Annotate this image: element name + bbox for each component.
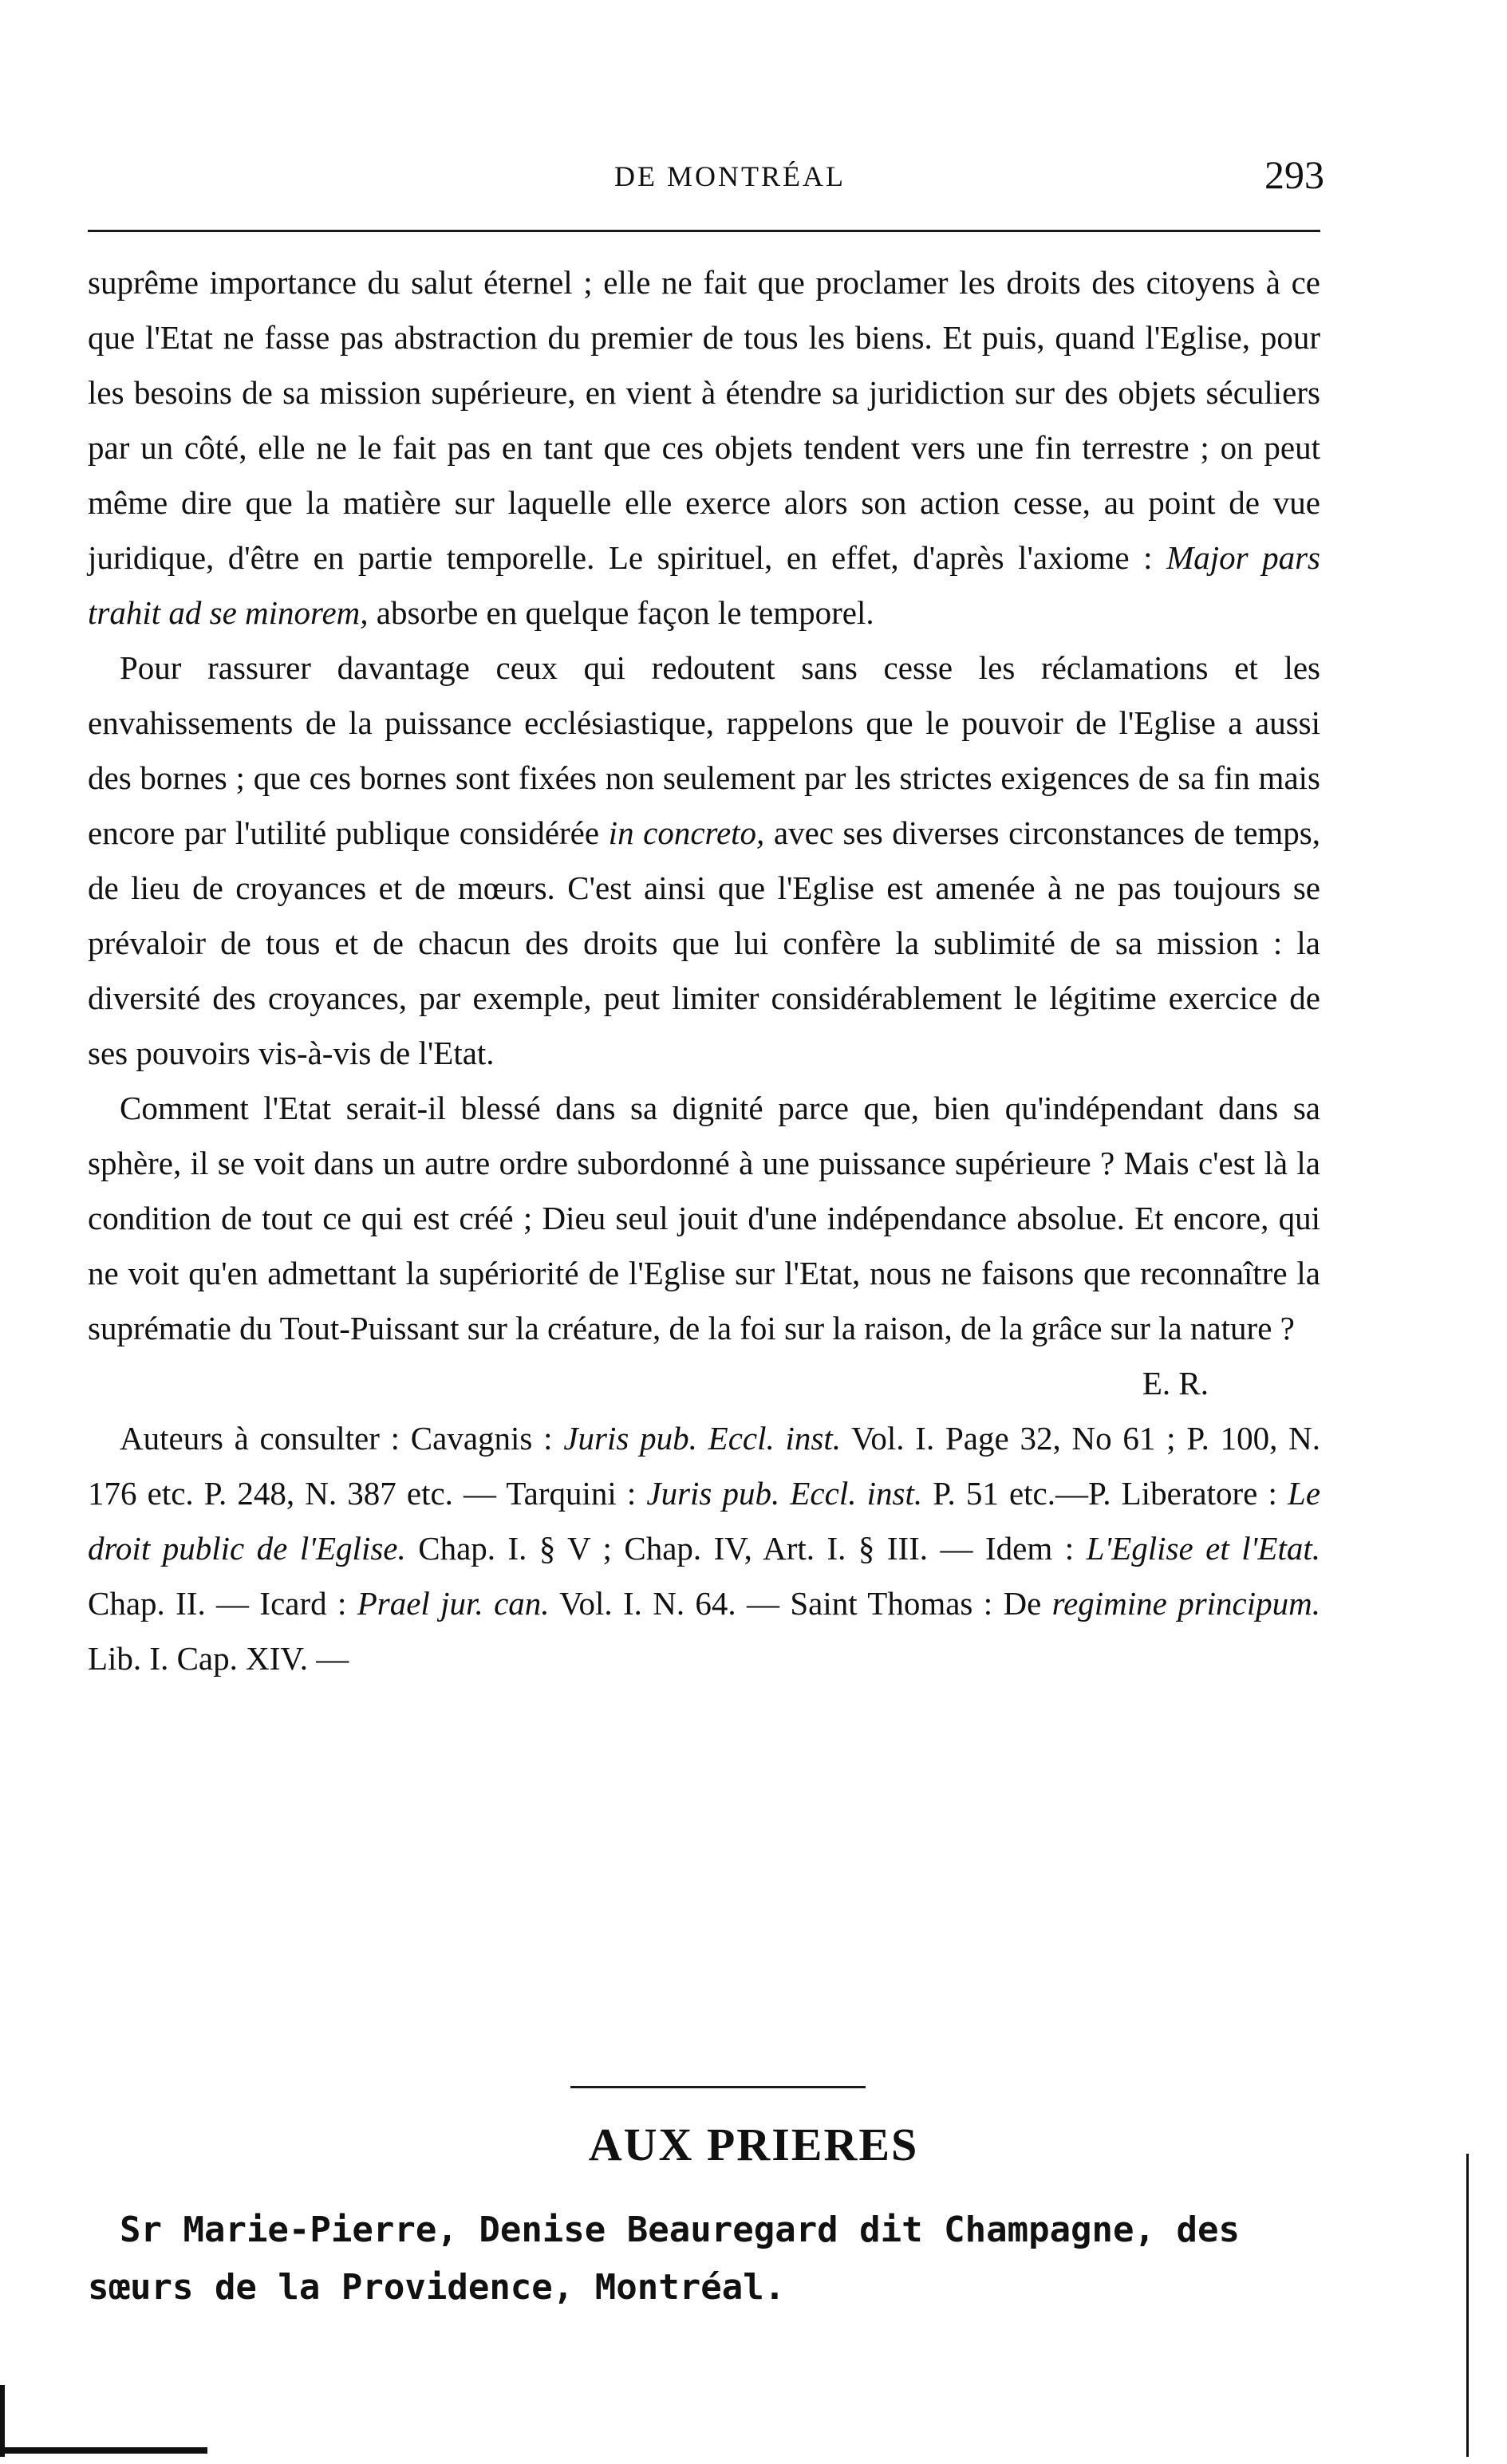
ref-2-title: Juris pub. Eccl. inst. (646, 1475, 923, 1512)
ref-1: Auteurs à consulter : Cavagnis : (120, 1420, 553, 1457)
ref-5-title: Prael jur. can. (357, 1585, 550, 1622)
body-text (88, 255, 1320, 1686)
paragraph-2-end: avec ses diverses circonstances de temps, de lieu de croyances et de mœurs. C'est ainsi que l'Eglise est amenée à ne pas toujours se prévaloir de tous et de chacun des droits que lui confère la sublimité de sa mission : la diversité des croyances, par exemple, peut limiter considérablement le légitime exercice de ses pouvoirs vis-à-vis de l'Etat. (88, 814, 1321, 1071)
ref-5: Chap. II. — Icard : (88, 1585, 347, 1622)
section-divider (570, 2086, 866, 2088)
ref-6: Vol. I. N. 64. — Saint Thomas : De (559, 1585, 1042, 1622)
ref-1-title: Juris pub. Eccl. inst. (563, 1420, 841, 1457)
prayer-notice (88, 2202, 1320, 2316)
ref-4: Chap. I. § V ; Chap. IV, Art. I. § III. — Idem : (418, 1530, 1075, 1567)
latin-in-concreto: in concreto, (608, 814, 765, 851)
ref-6-title: regimine principum. (1051, 1585, 1321, 1622)
ref-3: P. 51 etc.—P. Liberatore : (933, 1475, 1277, 1512)
paragraph-3: Comment l'Etat serait-il blessé dans sa dignité parce que, bien qu'indépendant dans sa sphère, il se voit dans un autre ordre subordonné à une puissance supérieure ? Mais c'est là la condition de tout ce qui est créé ; Dieu seul jouit d'une indépendance absolue. Et encore, qui ne voit qu'en admettant la supériorité de l'Eglise sur l'Etat, nous ne faisons que reconnaître la suprématie du Tout-Puissant sur la créature, de la foi sur la raison, de la grâce sur la nature ? (88, 1090, 1320, 1346)
running-title: DE MONTRÉAL (614, 160, 846, 192)
header-rule (88, 230, 1320, 232)
page-number: 293 (1264, 152, 1324, 197)
scan-edge-mark (1466, 2154, 1469, 2457)
section-title: AUX PRIERES (588, 2119, 919, 2170)
prayer-notice-text: Sr Marie-Pierre, Denise Beauregard dit Champagne, des sœurs de la Providence, Montréal. (88, 2210, 1240, 2308)
ref-2: Vol. I. Page 32, No 61 ; P. 100, N. 176 etc. P. 248, N. 387 etc. — Tarquini : (88, 1420, 1320, 1512)
ref-4-title: L'Eglise et l'Etat. (1086, 1530, 1320, 1567)
paragraph-1 (88, 255, 1320, 641)
paragraph-1-end: absorbe en quelque façon le temporel. (376, 594, 874, 631)
references (88, 1411, 1320, 1686)
paragraph-2-text: Pour rassurer davantage ceux qui redoutent sans cesse les réclamations et les envahissements de la puissance ecclésiastique, rappelons que le pouvoir de l'Eglise a aussi des bornes ; que ces bornes sont fixées non seulement par les strictes exigences de sa fin mais encore par l'utilité publique considérée (88, 649, 1320, 851)
ref-7: Lib. I. Cap. XIV. — (88, 1640, 349, 1677)
paragraph-2 (88, 641, 1320, 1081)
latin-axiom: Major pars trahit ad se minorem, (88, 539, 1321, 631)
scan-edge-mark (0, 2385, 5, 2457)
page-header (88, 152, 1324, 215)
ref-3-title: Le droit public de l'Eglise. (88, 1475, 1321, 1567)
scan-edge-mark (0, 2447, 207, 2454)
paragraph-1-text: suprême importance du salut éternel ; elle ne fait que proclamer les droits des citoyens à ce que l'Etat ne fasse pas abstraction du premier de tous les biens. Et puis, quand l'Eglise, pour les besoins de sa mission supérieure, en vient à étendre sa juridiction sur des objets séculiers par un côté, elle ne le fait pas en tant que ces objets tendent vers une fin terrestre ; on peut même dire que la matière sur laquelle elle exerce alors son action cesse, au point de vue juridique, d'être en partie temporelle. Le spirituel, en effet, d'après l'axiome : (88, 264, 1320, 576)
author-initials: E. R. (1142, 1365, 1209, 1402)
